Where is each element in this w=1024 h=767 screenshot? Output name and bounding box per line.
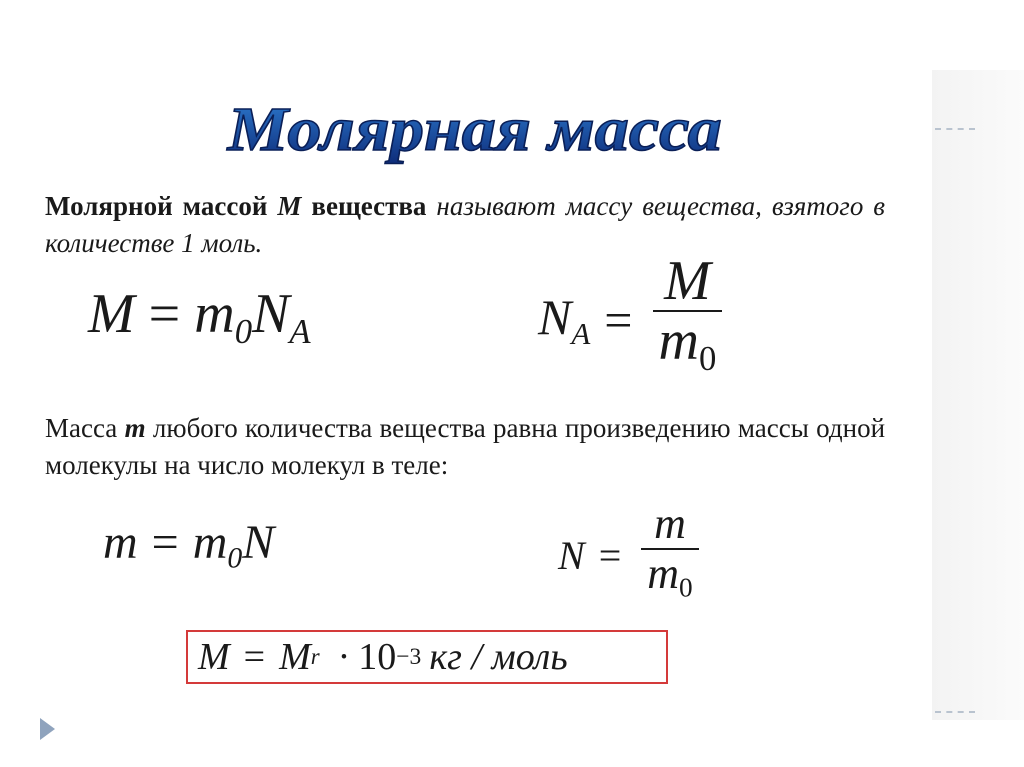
definition-text: называют массу вещества, взятого в количестве 1 моль. <box>45 191 886 258</box>
divider-top <box>935 128 975 130</box>
formula-count <box>558 500 699 612</box>
formula5-exp: −3 <box>396 643 422 670</box>
formula-mass <box>103 515 274 576</box>
formula5-units: кг / моль <box>429 636 568 678</box>
divider-bottom <box>935 711 975 713</box>
formula5-base: 10 <box>358 636 397 678</box>
formula5-eq: = <box>243 636 266 678</box>
formula3-lhs: m <box>103 516 138 569</box>
formula5-dot: · <box>337 636 351 678</box>
mass-text-2: любого количества вещества равна произведению массы одной молекулы на число молекул в теле: <box>45 413 886 480</box>
formula2-fraction <box>653 252 723 388</box>
definition-term-2: вещества <box>311 191 427 221</box>
formula1-n-sub: A <box>289 312 311 352</box>
formula-relative-mass <box>186 630 668 684</box>
formula1-lhs: M <box>88 283 135 345</box>
formula3-n: N <box>242 516 275 569</box>
formula3-m-sub: 0 <box>227 541 243 575</box>
formula1-n: N <box>252 283 290 345</box>
formula1-eq: = <box>148 283 181 345</box>
formula2-den: m <box>658 310 699 372</box>
slide-title-text: Молярная масса <box>227 95 722 165</box>
mass-text-1: Масса <box>45 413 118 443</box>
slide-title <box>115 92 835 172</box>
formula4-num: m <box>654 499 686 548</box>
formula4-lhs: N <box>558 533 585 579</box>
formula2-eq: = <box>604 292 633 349</box>
mass-symbol: m <box>124 413 146 443</box>
formula5-mr-sub: r <box>310 644 320 669</box>
formula2-lhs: N <box>538 289 572 346</box>
formula4-den: m <box>647 549 680 598</box>
formula5-lhs: M <box>198 636 230 678</box>
formula2-num: M <box>664 250 711 312</box>
formula4-den-sub: 0 <box>679 572 693 603</box>
formula1-m: m <box>194 283 235 345</box>
slide-title-art <box>115 92 835 172</box>
formula-avogadro <box>538 252 722 388</box>
definition-symbol: M <box>277 191 302 221</box>
formula1-m-sub: 0 <box>234 312 253 352</box>
triangle-right-icon[interactable] <box>40 718 55 740</box>
formula4-fraction <box>641 500 698 612</box>
formula4-eq: = <box>598 533 622 579</box>
formula-molar-mass <box>88 282 311 352</box>
formula2-lhs-sub: A <box>571 316 591 351</box>
mass-paragraph <box>45 410 885 484</box>
right-panel <box>932 70 1024 720</box>
formula5-mr: M <box>279 636 311 678</box>
formula2-den-sub: 0 <box>698 339 717 379</box>
formula3-m: m <box>192 516 228 569</box>
definition-paragraph <box>45 188 885 262</box>
formula3-eq: = <box>151 516 179 569</box>
definition-term: Молярной массой <box>45 191 268 221</box>
